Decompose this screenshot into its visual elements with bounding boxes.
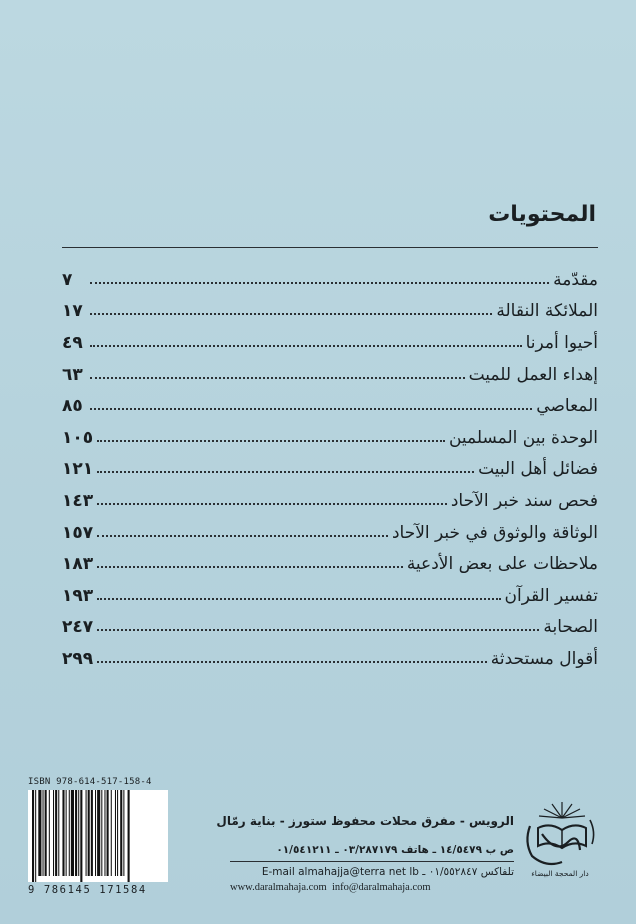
publisher-email-fax — [230, 864, 514, 880]
toc-leader-dots — [97, 440, 445, 442]
toc-entry-page: ١٥٧ — [62, 522, 94, 543]
publisher-website: www.daralmahaja.com — [230, 882, 327, 893]
toc-entry-page: ٢٤٧ — [62, 617, 94, 638]
toc-entry-page: ١٨٣ — [62, 554, 94, 575]
barcode-bars — [28, 790, 168, 882]
toc-entry-page: ١٤٣ — [62, 490, 94, 511]
publisher-fax: تلفاكس ٠١/٥٥٢٨٤٧ ـ — [422, 866, 514, 878]
toc-leader-dots — [97, 598, 500, 600]
toc-entry-page: ١٢١ — [62, 459, 94, 480]
toc-entry-title: أقوال مستحدثة — [490, 648, 598, 669]
publisher-email: E-mail almahajja@terra net lb — [261, 866, 419, 878]
isbn-label: ISBN 978-614-517-158-4 — [28, 777, 152, 787]
toc-entry-title: المعاصي — [536, 396, 598, 417]
toc-leader-dots — [97, 629, 539, 631]
toc-entry-title: الوحدة بين المسلمين — [448, 427, 598, 448]
toc-entry-page: ٧ — [62, 269, 73, 290]
toc-entry — [62, 390, 598, 422]
toc-leader-dots — [97, 535, 388, 537]
toc-entry-title: الوثاقة والوثوق في خبر الآحاد — [391, 522, 598, 543]
toc-leader-dots — [97, 503, 447, 505]
toc-entry — [62, 327, 598, 359]
toc-divider — [62, 247, 598, 248]
toc-entry-title: فحص سند خبر الآحاد — [450, 490, 598, 511]
toc-entry-page: ١٧ — [62, 301, 83, 322]
publisher-info-email: info@daralmahaja.com — [331, 882, 431, 893]
publisher-divider — [230, 861, 514, 862]
toc-entry — [62, 643, 598, 675]
toc-leader-dots — [90, 408, 532, 410]
toc-leader-dots — [90, 377, 465, 379]
publisher-info — [216, 812, 514, 896]
toc-entry-title: إهداء العمل للميت — [468, 364, 598, 385]
publisher-phone: ص ب ١٤/٥٤٧٩ ـ هاتف ٠٣/٢٨٧١٧٩ ـ ٠١/٥٤١٢١١ — [276, 844, 514, 856]
toc-leader-dots — [97, 566, 403, 568]
toc-entry — [62, 485, 598, 517]
toc-entry-page: ٦٣ — [62, 364, 83, 385]
toc-entry-title: مقدّمة — [553, 269, 598, 290]
toc-entry — [62, 264, 598, 296]
toc-entry-title: ملاحظات على بعض الأدعية — [406, 554, 598, 575]
toc-entry-page: ١٠٥ — [62, 427, 94, 448]
toc-leader-dots — [90, 345, 522, 347]
toc-entry-title: فضائل أهل البيت — [478, 459, 598, 480]
toc-entry-page: ١٩٣ — [62, 585, 94, 606]
barcode — [28, 776, 168, 898]
toc-entry — [62, 612, 598, 644]
toc-entry — [62, 422, 598, 454]
publisher-address: الرويس - مفرق محلات محفوظ ستورز - بناية رمّال — [216, 814, 514, 828]
toc-leader-dots — [97, 661, 487, 663]
toc-entry — [62, 359, 598, 391]
toc-entry-page: ٢٩٩ — [62, 648, 94, 669]
publisher-logo — [520, 796, 604, 884]
logo-text: دار المحجة البيضاء — [531, 869, 589, 878]
toc-entry — [62, 580, 598, 612]
toc-entry-page: ٤٩ — [62, 332, 83, 353]
toc-entry — [62, 517, 598, 549]
toc-entry — [62, 454, 598, 486]
toc-leader-dots — [97, 471, 474, 473]
toc-title: المحتويات — [488, 202, 596, 227]
toc-entry-page: ٨٥ — [62, 396, 83, 417]
toc-leader-dots — [90, 313, 492, 315]
toc-entry-title: أحيوا أمرنا — [525, 332, 598, 353]
toc-leader-dots — [90, 282, 549, 284]
toc-entry-title: الصحابة — [543, 617, 598, 638]
toc-entry — [62, 548, 598, 580]
toc-entry — [62, 296, 598, 328]
publisher-web — [230, 880, 514, 896]
toc-entry-title: الملائكة النقالة — [496, 301, 598, 322]
toc-list — [62, 264, 598, 675]
barcode-digits: 9 786145 171584 — [28, 884, 147, 896]
toc-entry-title: تفسير القرآن — [504, 585, 598, 606]
